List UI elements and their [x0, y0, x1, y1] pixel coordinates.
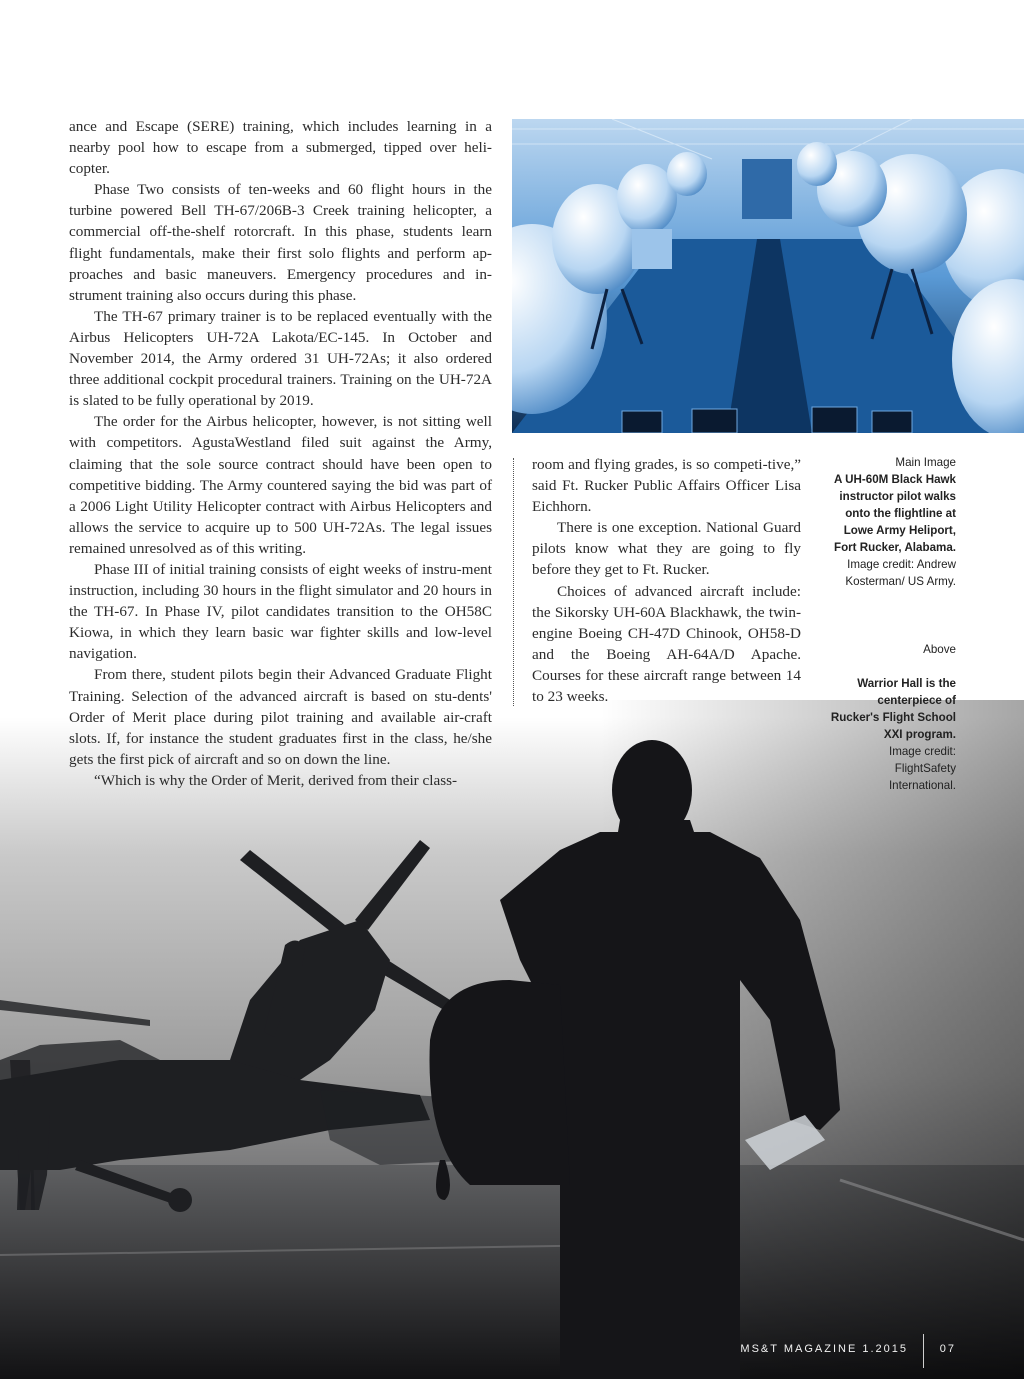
paragraph: The order for the Airbus helicopter, however, is not sitting well with competitors. AgustaWestland filed suit against the Army, claiming that the sole source contract should have been open to competitive bidding. The Army countered saying the bid was part of a 2006 Light Utility Helicopter contract with Airbus Helicopters and allows the service to acquire up to 500 UH-72As. The legal issues remained unresolved as of this writing. [69, 413, 492, 557]
warrior-hall-simulator-photo [512, 119, 1024, 433]
caption-above-image [828, 641, 956, 794]
paragraph: Phase III of initial training consists of eight weeks of instru-ment instruction, including 30 hours in the flight simulator and 20 hours in the TH-67. In Phase IV, pilot candidates transition to the OH58C Kiowa, in which they learn basic war fighter skills and low-level navigation. [69, 560, 492, 663]
paragraph: From there, student pilots begin their Advanced Graduate Flight Training. Selection of the advanced aircraft is based on stu-dents' Order of Merit place during pilot training and available air-craft slots. If, for instance the student graduates first in the class, he/she gets the first pick of aircraft and so on down the line. [69, 666, 492, 768]
paragraph: The TH-67 primary trainer is to be replaced eventually with the Airbus Helicopters UH-72A Lakota/EC-145. In October and November 2014, the Army ordered 31 UH-72As; it also ordered three additional cockpit procedural trainers. Training on the UH-72A is slated to be fully operational by 2019. [69, 307, 492, 410]
page-footer [700, 1336, 960, 1370]
magazine-issue: MS&T MAGAZINE 1.2015 [740, 1343, 908, 1355]
caption-credit: Image credit: FlightSafety International. [888, 745, 956, 792]
caption-main-image [828, 454, 956, 590]
column-divider [513, 458, 514, 706]
caption-label: Above [923, 643, 956, 656]
article-column-2 [532, 454, 801, 707]
caption-body: A UH-60M Black Hawk instructor pilot walks onto the flightline at Lowe Army Heliport, Fort Rucker, Alabama. [834, 473, 956, 554]
caption-body: Warrior Hall is the centerpiece of Rucker's Flight School XXI program. [830, 677, 956, 741]
footer-divider [923, 1334, 924, 1368]
paragraph: ance and Escape (SERE) training, which includes learning in a nearby pool how to escape from a submerged, tipped over heli-copter. [69, 118, 492, 178]
article-column-1 [69, 116, 492, 791]
caption-credit: Image credit: Andrew Kosterman/ US Army. [845, 558, 956, 588]
paragraph: Choices of advanced aircraft include: the Sikorsky UH-60A Blackhawk, the twin-engine Boeing CH-47D Chinook, OH58-D and the Boeing AH-64A/D Apache. Courses for these aircraft range between 14 to 23 weeks. [532, 582, 801, 706]
page-number: 07 [939, 1343, 956, 1355]
paragraph: “Which is why the Order of Merit, derived from their class- [94, 771, 458, 789]
paragraph: room and flying grades, is so competi-tive,” said Ft. Rucker Public Affairs Officer Lisa Eichhorn. [532, 456, 801, 516]
paragraph: There is one exception. National Guard pilots know what they are going to fly before they get to Ft. Rucker. [532, 519, 801, 579]
paragraph: Phase Two consists of ten-weeks and 60 flight hours in the turbine powered Bell TH-67/206B-3 Creek training helicopter, a commercial off-the-shelf rotorcraft. In this phase, students learn flight fundamentals, make their first solo flights and perform ap-proaches and basic maneuvers. Emergency procedures and in-strument training also occurs during this phase. [69, 181, 492, 304]
caption-label: Main Image [895, 456, 956, 469]
